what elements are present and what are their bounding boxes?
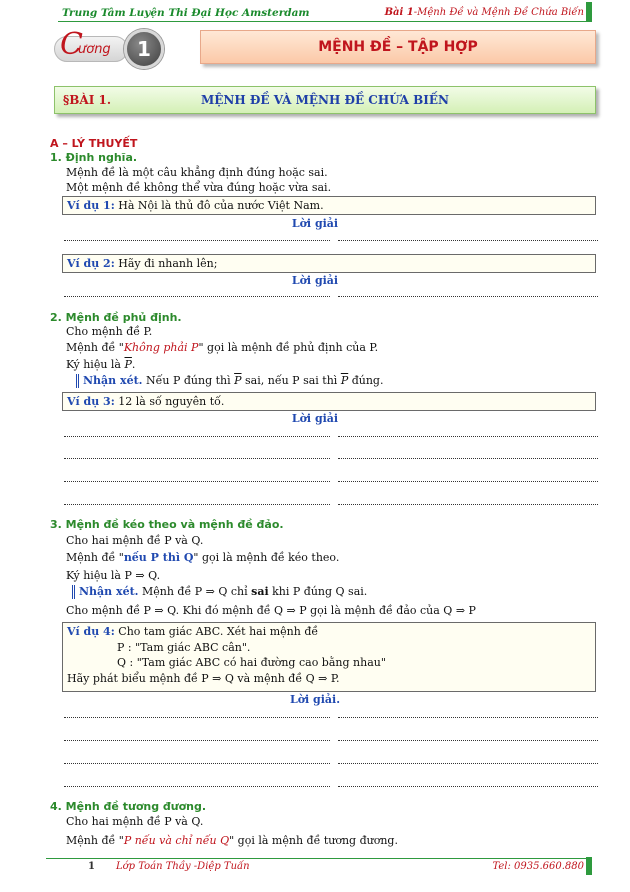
answer-line bbox=[64, 296, 330, 297]
s2-line-3: Ký hiệu là $\overline{P}$. bbox=[66, 358, 136, 371]
answer-line bbox=[64, 240, 330, 241]
chapter-word: ương bbox=[78, 42, 111, 57]
example-4-box bbox=[62, 622, 596, 692]
answer-line bbox=[64, 458, 330, 459]
page-number: 1 bbox=[88, 861, 95, 872]
page-footer bbox=[46, 858, 592, 876]
chapter-c-letter: C bbox=[60, 27, 83, 62]
s3-line-4: Cho mệnh đề P ⇒ Q. Khi đó mệnh đề Q ⇒ P gọi là mệnh đề đảo của Q ⇒ P bbox=[66, 604, 476, 617]
example-2-text: Hãy đi nhanh lên; bbox=[114, 257, 218, 270]
s3-line-2: Mệnh đề "nếu P thì Q" gọi là mệnh đề kéo theo. bbox=[66, 551, 340, 564]
example-4-label: Ví dụ 4: bbox=[67, 625, 115, 638]
s2-note: Nhận xét. Nếu P đúng thì $\overline{P}$ sai, nếu P sai thì $\overline{P}$ đúng. bbox=[76, 374, 383, 388]
example-4-line-1: Cho tam giác ABC. Xét hai mệnh đề bbox=[114, 625, 319, 638]
s2-title: 2. Mệnh đề phủ định. bbox=[50, 311, 182, 324]
example-2-label: Ví dụ 2: bbox=[67, 257, 115, 270]
answer-line bbox=[64, 481, 330, 482]
lesson-label: §BÀI 1. bbox=[63, 93, 112, 107]
example-1-box bbox=[62, 196, 596, 215]
header-right-text: Bài 1-Mệnh Đề và Mệnh Đề Chứa Biến bbox=[384, 7, 584, 18]
answer-line bbox=[64, 763, 330, 764]
chapter-title: MỆNH ĐỀ – TẬP HỢP bbox=[200, 30, 596, 64]
solution-1-heading: Lời giải bbox=[291, 217, 339, 230]
answer-line bbox=[338, 763, 598, 764]
lesson-title: MỆNH ĐỀ VÀ MỆNH ĐỀ CHỨA BIẾN bbox=[200, 93, 450, 107]
page-header bbox=[58, 6, 592, 22]
chapter-badge bbox=[54, 26, 164, 72]
example-2-box bbox=[62, 254, 596, 273]
answer-line bbox=[338, 717, 598, 718]
header-left-text: Trung Tâm Luyện Thi Đại Học Amsterdam bbox=[62, 7, 310, 19]
s1-title: 1. Định nghĩa. bbox=[50, 151, 138, 164]
s1-line-1: Mệnh đề là một câu khẳng định đúng hoặc sai. bbox=[66, 166, 328, 179]
s3-line-1: Cho hai mệnh đề P và Q. bbox=[66, 534, 204, 547]
example-3-text: 12 là số nguyên tố. bbox=[114, 395, 225, 408]
answer-line bbox=[338, 240, 598, 241]
answer-line bbox=[338, 296, 598, 297]
answer-line bbox=[338, 481, 598, 482]
example-4-line-4: Hãy phát biểu mệnh đề P ⇒ Q và mệnh đề Q ⇒ P. bbox=[67, 672, 340, 685]
answer-line bbox=[64, 740, 330, 741]
answer-line bbox=[338, 458, 598, 459]
solution-4-heading: Lời giải. bbox=[289, 693, 341, 706]
s2-line-1: Cho mệnh đề P. bbox=[66, 325, 153, 338]
answer-line bbox=[64, 504, 330, 505]
solution-2-heading: Lời giải bbox=[291, 274, 339, 287]
example-1-text: Hà Nội là thủ đô của nước Việt Nam. bbox=[114, 199, 324, 212]
s1-line-2: Một mệnh đề không thể vừa đúng hoặc vừa sai. bbox=[66, 181, 332, 194]
s3-line-3: Ký hiệu là P ⇒ Q. bbox=[66, 569, 161, 582]
s3-note: Nhận xét. Mệnh đề P ⇒ Q chỉ sai khi P đúng Q sai. bbox=[72, 585, 367, 599]
answer-line bbox=[338, 436, 598, 437]
s4-line-1: Cho hai mệnh đề P và Q. bbox=[66, 815, 204, 828]
solution-3-heading: Lời giải bbox=[291, 412, 339, 425]
answer-line bbox=[64, 717, 330, 718]
example-3-box bbox=[62, 392, 596, 411]
lesson-bar bbox=[54, 86, 596, 114]
header-accent-bar bbox=[586, 2, 592, 22]
answer-line bbox=[64, 786, 330, 787]
example-3-label: Ví dụ 3: bbox=[67, 395, 115, 408]
example-1-label: Ví dụ 1: bbox=[67, 199, 115, 212]
example-4-line-2: P : "Tam giác ABC cân". bbox=[117, 641, 251, 654]
s4-line-2: Mệnh đề "P nếu và chỉ nếu Q" gọi là mệnh đề tương đương. bbox=[66, 834, 398, 847]
footer-right-text: Tel: 0935.660.880 bbox=[492, 861, 584, 872]
answer-line bbox=[338, 740, 598, 741]
s4-title: 4. Mệnh đề tương đương. bbox=[50, 800, 207, 813]
answer-line bbox=[338, 786, 598, 787]
s3-title: 3. Mệnh đề kéo theo và mệnh đề đảo. bbox=[50, 518, 284, 531]
example-4-line-3: Q : "Tam giác ABC có hai đường cao bằng nhau" bbox=[117, 656, 386, 669]
section-theory-title: A – LÝ THUYẾT bbox=[50, 137, 138, 150]
answer-line bbox=[338, 504, 598, 505]
answer-line bbox=[64, 436, 330, 437]
s2-line-2: Mệnh đề "Không phải P" gọi là mệnh đề phủ định của P. bbox=[66, 341, 379, 354]
footer-accent-bar bbox=[586, 857, 592, 875]
footer-left-text: Lớp Toán Thầy -Diệp Tuấn bbox=[116, 861, 250, 872]
chapter-number: 1 bbox=[124, 29, 164, 69]
